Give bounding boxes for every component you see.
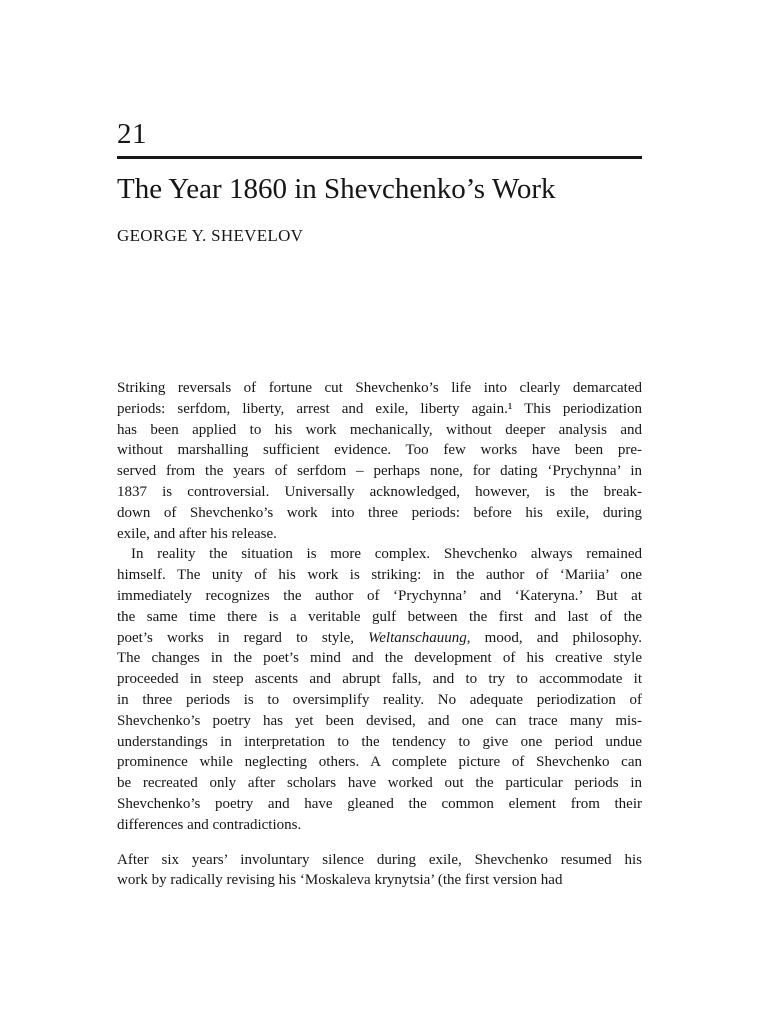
text-line: 1837 is controversial. Universally acknowledged, however, is the break- xyxy=(117,483,642,500)
paragraph xyxy=(117,850,642,892)
paragraph xyxy=(117,378,642,544)
text-line: understandings in interpretation to the tendency to give one period undue xyxy=(117,733,642,750)
text-line: be recreated only after scholars have worked out the particular periods in xyxy=(117,775,642,792)
text-line: proceeded in steep ascents and abrupt falls, and to try to accommodate it xyxy=(117,671,642,688)
text-line: Shevchenko’s poetry and have gleaned the common element from their xyxy=(117,795,642,812)
text-line: The changes in the poet’s mind and the development of his creative style xyxy=(117,650,642,667)
chapter-author: GEORGE Y. SHEVELOV xyxy=(117,226,304,245)
text-line: himself. The unity of his work is striking: in the author of ‘Mariia’ one xyxy=(117,567,642,584)
text-line: periods: serfdom, liberty, arrest and exile, liberty again.¹ This periodization xyxy=(117,400,642,417)
text-line: served from the years of serfdom – perhaps none, for dating ‘Prychynna’ in xyxy=(117,463,642,480)
text-line: poet’s works in regard to style, Weltanschauung, mood, and philosophy. xyxy=(117,629,643,646)
paragraph-gap xyxy=(117,836,642,850)
text-line: the same time there is a veritable gulf between the first and last of the xyxy=(117,608,642,625)
text-line: down of Shevchenko’s work into three periods: before his exile, during xyxy=(117,504,642,521)
text-line: in three periods is to oversimplify reality. No adequate periodization of xyxy=(117,691,642,708)
text-line: exile, and after his release. xyxy=(117,525,277,542)
chapter-number: 21 xyxy=(117,118,147,150)
title-rule xyxy=(117,156,642,159)
text-line: without marshalling sufficient evidence. Too few works have been pre- xyxy=(117,442,642,459)
text-line: After six years’ involuntary silence during exile, Shevchenko resumed his xyxy=(117,851,642,868)
text-line: immediately recognizes the author of ‘Prychynna’ and ‘Kateryna.’ But at xyxy=(117,587,642,604)
text-line: prominence while neglecting others. A complete picture of Shevchenko can xyxy=(117,754,642,771)
body-text xyxy=(117,378,642,891)
text-line: work by radically revising his ‘Moskaleva krynytsia’ (the first version had xyxy=(117,872,563,889)
text-line: has been applied to his work mechanically, without deeper analysis and xyxy=(117,421,642,438)
text-line: Shevchenko’s poetry has yet been devised, and one can trace many mis- xyxy=(117,712,642,729)
text-line: In reality the situation is more complex. Shevchenko always remained xyxy=(131,546,642,563)
text-line: Striking reversals of fortune cut Shevchenko’s life into clearly demarcated xyxy=(117,380,642,396)
text-line: differences and contradictions. xyxy=(117,816,302,833)
chapter-title: The Year 1860 in Shevchenko’s Work xyxy=(117,173,556,205)
paragraph xyxy=(117,544,642,835)
